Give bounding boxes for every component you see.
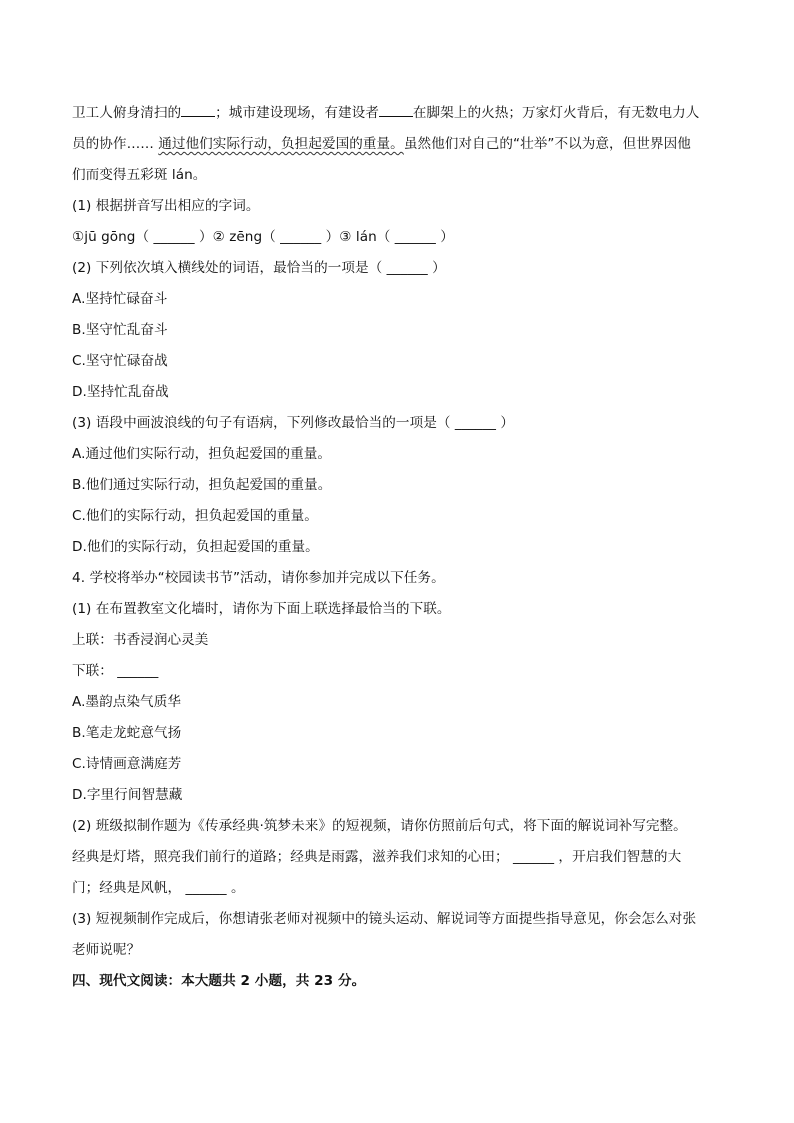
option-b: B.他们通过实际行动，担负起爱国的重量。 <box>72 477 332 493</box>
q4-sub1-prompt: (1) 在布置教室文化墙时，请你为下面上联选择最恰当的下联。 <box>72 601 451 617</box>
passage-line-2 <box>72 129 722 160</box>
document-content <box>72 98 722 997</box>
passage-text: 员的协作…… <box>72 136 159 152</box>
option-d: D.他们的实际行动，负担起爱国的重量。 <box>72 539 319 555</box>
section-heading: 四、现代文阅读：本大题共 2 小题，共 23 分。 <box>72 973 366 989</box>
option-b: B.笔走龙蛇意气扬 <box>72 725 182 741</box>
q3-sub2-prompt: (2) 下列依次填入横线处的词语，最恰当的一项是（ ______ ） <box>72 260 446 276</box>
option-a: A.坚持忙碌奋斗 <box>72 291 168 307</box>
option-a: A.墨韵点染气质华 <box>72 694 181 710</box>
q4-title: 4. 学校将举办“校园读书节”活动，请你参加并完成以下任务。 <box>72 570 445 586</box>
passage-text: 在脚架上的火热；万家灯火背后，有无数电力人 <box>412 105 700 121</box>
passage-line-3: 们而变得五彩斑 lán。 <box>72 167 207 183</box>
q4-sub3-line-2: 老师说呢？ <box>72 942 141 958</box>
option-d: D.字里行间智慧藏 <box>72 787 183 803</box>
fill-blank <box>379 102 413 117</box>
fill-blank <box>181 102 215 117</box>
passage-text: 卫工人俯身清扫的 <box>72 105 182 121</box>
couplet-upper: 上联：书香浸润心灵美 <box>72 632 209 648</box>
q3-sub3-prompt: (3) 语段中画波浪线的句子有语病，下列修改最恰当的一项是（ ______ ） <box>72 415 514 431</box>
option-c: C.坚守忙碌奋战 <box>72 353 168 369</box>
q4-sub2-line-2: 门；经典是风帆， ______ 。 <box>72 880 245 896</box>
option-b: B.坚守忙乱奋斗 <box>72 322 168 338</box>
q4-sub2-prompt: (2) 班级拟制作题为《传承经典·筑梦未来》的短视频，请你仿照前后句式，将下面的解说词补写完整。 <box>72 818 687 834</box>
q4-sub3-line-1: (3) 短视频制作完成后，你想请张老师对视频中的镜头运动、解说词等方面提些指导意见，你会怎么对张 <box>72 911 697 927</box>
option-d: D.坚持忙乱奋战 <box>72 384 169 400</box>
passage-line-1 <box>72 98 722 129</box>
q3-sub1-prompt: (1) 根据拼音写出相应的字词。 <box>72 198 260 214</box>
wavy-underlined-sentence: 通过他们实际行动，负担起爱国的重量。 <box>158 136 404 152</box>
passage-text: ；城市建设现场，有建设者 <box>215 105 379 121</box>
q3-sub1-items: ①jū gōng（ ______ ）② zēng（ ______ ）③ lán（ ______ ） <box>72 229 454 245</box>
option-c: C.诗情画意满庭芳 <box>72 756 182 772</box>
couplet-lower: 下联： ______ <box>72 663 159 679</box>
passage-text: 虽然他们对自己的“壮举”不以为意，但世界因他 <box>403 136 691 152</box>
option-a: A.通过他们实际行动，担负起爱国的重量。 <box>72 446 332 462</box>
q4-sub2-line-1: 经典是灯塔，照亮我们前行的道路；经典是雨露，滋养我们求知的心田； ______ ，开启我们智慧的大 <box>72 849 682 865</box>
option-c: C.他们的实际行动，担负起爱国的重量。 <box>72 508 318 524</box>
